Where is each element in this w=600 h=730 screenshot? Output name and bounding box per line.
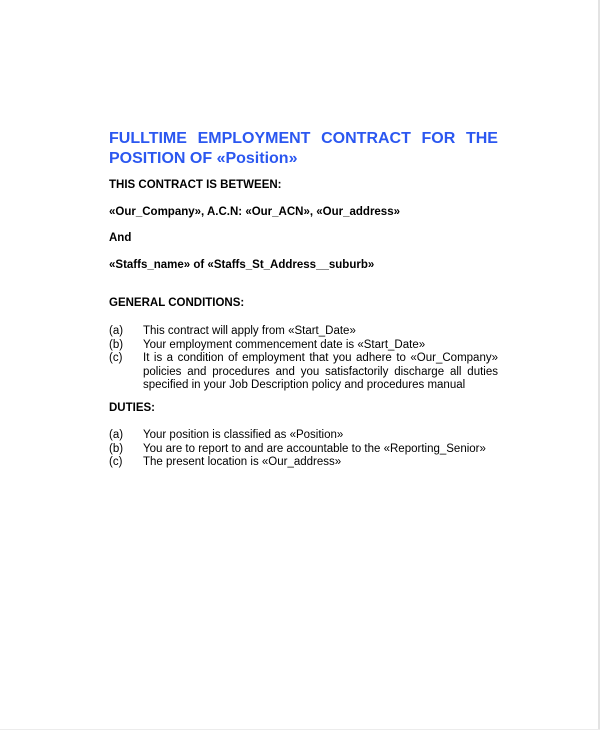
- list-marker: (b): [109, 442, 124, 455]
- list-item: [109, 429, 498, 443]
- list-marker: (c): [109, 352, 123, 364]
- list-item-text: [143, 429, 498, 443]
- list-item-line: Your employment commencement date is «Start_Date»: [143, 338, 426, 351]
- document-content: [109, 129, 498, 468]
- list-item: [109, 339, 498, 353]
- list-item: [109, 325, 498, 339]
- title-word: THE: [465, 130, 498, 147]
- duties-list: [109, 429, 498, 470]
- document-title: [109, 129, 498, 169]
- list-item-text: [143, 443, 498, 457]
- list-item: [109, 456, 498, 470]
- list-item-line: Your position is classified as «Position»: [143, 429, 344, 441]
- staff-party: «Staffs_name» of «Staffs_St_Address__suburb»: [109, 259, 375, 271]
- list-marker: (c): [109, 456, 123, 468]
- title-word: EMPLOYMENT: [197, 130, 311, 147]
- list-item-text: [143, 456, 498, 470]
- list-marker: (b): [109, 338, 124, 351]
- list-item-line: The present location is «Our_address»: [143, 456, 342, 468]
- company-party: «Our_Company», A.C.N: «Our_ACN», «Our_address»: [109, 206, 400, 218]
- list-marker: (a): [109, 325, 124, 337]
- and-connector: And: [109, 232, 132, 244]
- list-item-line: It is a condition of employment that you adhere to «Our_Company»: [143, 352, 498, 364]
- general-conditions-list: [109, 325, 498, 393]
- list-item: [109, 352, 498, 393]
- list-item: [109, 443, 498, 457]
- list-item-text: [143, 325, 498, 339]
- list-item-line: This contract will apply from «Start_Date»: [143, 325, 356, 337]
- duties-heading: DUTIES:: [109, 402, 155, 414]
- list-item-text: [143, 352, 498, 393]
- list-marker: (a): [109, 429, 124, 441]
- document-title-line-2: POSITION OF «Position»: [109, 150, 298, 167]
- title-word: CONTRACT: [321, 130, 411, 147]
- list-item-text: [143, 339, 498, 353]
- title-word: FOR: [421, 130, 456, 147]
- list-item-line: You are to report to and are accountable to the «Reporting_Senior»: [143, 442, 486, 455]
- document-title-line-1: [109, 129, 498, 149]
- general-conditions-heading: GENERAL CONDITIONS:: [109, 297, 245, 309]
- list-item-line: policies and procedures and you satisfactorily discharge all duties: [143, 365, 498, 378]
- title-word: FULLTIME: [109, 130, 187, 147]
- list-item-line: specified in your Job Description policy and procedures manual: [143, 379, 466, 391]
- parties-heading: THIS CONTRACT IS BETWEEN:: [109, 179, 282, 191]
